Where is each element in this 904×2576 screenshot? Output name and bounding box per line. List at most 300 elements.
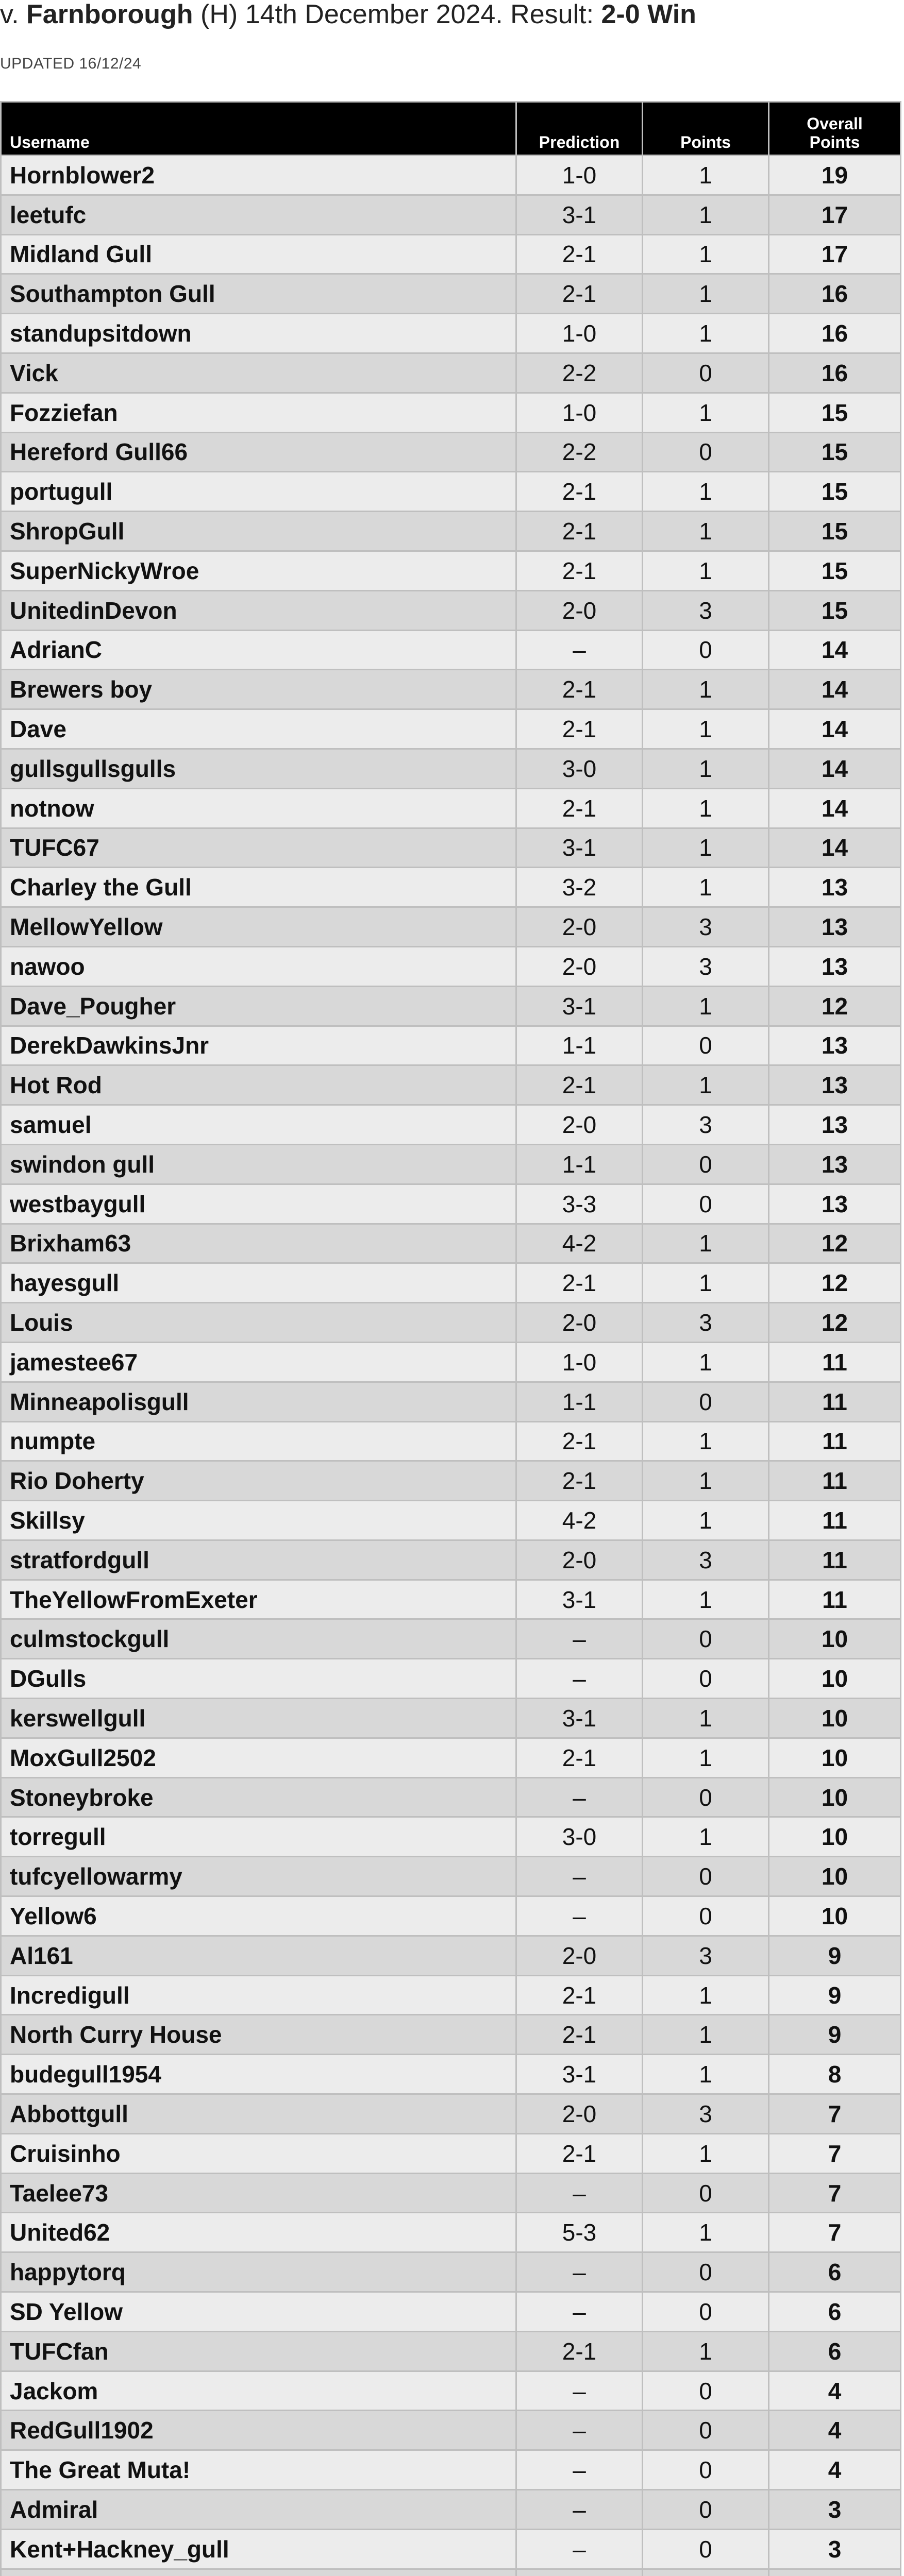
table-row: [1, 2331, 901, 2371]
username-cell: The Great Muta!: [1, 2450, 516, 2490]
username-cell: Fozziefan: [1, 393, 516, 432]
points-cell: 1: [643, 1342, 769, 1382]
table-row: [1, 472, 901, 512]
points-cell: 1: [643, 1738, 769, 1777]
table-row: [1, 512, 901, 551]
overall-points-cell: 15: [769, 393, 901, 432]
overall-points-cell: 3: [769, 2490, 901, 2530]
table-row: [1, 1263, 901, 1303]
prediction-cell: 2-0: [516, 1936, 643, 1975]
username-cell: Incredigull: [1, 1975, 516, 2015]
table-row: [1, 2450, 901, 2490]
prediction-cell: 2-1: [516, 709, 643, 749]
table-row: [1, 2292, 901, 2332]
table-row: [1, 2411, 901, 2450]
points-cell: 1: [643, 512, 769, 551]
overall-points-cell: 16: [769, 353, 901, 393]
points-cell: 1: [643, 195, 769, 234]
table-row: [1, 709, 901, 749]
table-row: [1, 1817, 901, 1857]
points-cell: 0: [643, 2450, 769, 2490]
prediction-cell: 1-1: [516, 1144, 643, 1184]
points-cell: 1: [643, 1421, 769, 1461]
table-row: [1, 1857, 901, 1896]
overall-points-cell: 14: [769, 828, 901, 868]
username-cell: hayesgull: [1, 1263, 516, 1303]
table-row: [1, 353, 901, 393]
points-cell: 3: [643, 1540, 769, 1580]
overall-points-cell: 11: [769, 1342, 901, 1382]
prediction-cell: –: [516, 2450, 643, 2490]
overall-points-cell: 9: [769, 1936, 901, 1975]
overall-points-cell: 13: [769, 946, 901, 986]
overall-points-cell: 12: [769, 1224, 901, 1263]
points-cell: 1: [643, 1501, 769, 1540]
prediction-cell: 2-1: [516, 274, 643, 314]
overall-points-cell: 13: [769, 1144, 901, 1184]
table-row: [1, 1699, 901, 1738]
points-cell: 1: [643, 788, 769, 828]
points-cell: 0: [643, 1777, 769, 1817]
overall-points-cell: 16: [769, 274, 901, 314]
username-cell: MellowYellow: [1, 907, 516, 947]
username-cell: jamestee67: [1, 1342, 516, 1382]
username-cell: MoxGull2502: [1, 1738, 516, 1777]
prediction-cell: 2-1: [516, 670, 643, 709]
overall-points-cell: 9: [769, 1975, 901, 2015]
overall-points-cell: 14: [769, 709, 901, 749]
points-cell: 1: [643, 1065, 769, 1105]
table-row: [1, 1777, 901, 1817]
username-cell: Midland Gull: [1, 234, 516, 274]
points-cell: 1: [643, 670, 769, 709]
table-row: [1, 2055, 901, 2094]
table-row: [1, 1303, 901, 1343]
points-cell: 1: [643, 2055, 769, 2094]
table-row: [1, 314, 901, 353]
prediction-cell: 3-1: [516, 1699, 643, 1738]
points-cell: 1: [643, 749, 769, 788]
prediction-cell: 3-2: [516, 868, 643, 907]
overall-points-cell: 11: [769, 1421, 901, 1461]
table-row: [1, 1936, 901, 1975]
table-row: [1, 1382, 901, 1421]
table-row: [1, 1144, 901, 1184]
table-row: [1, 630, 901, 670]
overall-points-cell: 6: [769, 2331, 901, 2371]
prediction-cell: 2-0: [516, 1540, 643, 1580]
username-cell: Southampton Gull: [1, 274, 516, 314]
overall-points-cell: 14: [769, 670, 901, 709]
overall-points-cell: 3: [769, 2529, 901, 2569]
prediction-cell: 1-1: [516, 1382, 643, 1421]
match-info: (H) 14th December 2024. Result:: [193, 0, 601, 29]
points-cell: 0: [643, 1382, 769, 1421]
overall-points-cell: 10: [769, 1659, 901, 1699]
username-cell: Yellow6: [1, 1896, 516, 1936]
prediction-cell: –: [516, 1896, 643, 1936]
prediction-cell: 2-1: [516, 1421, 643, 1461]
username-cell: westbaygull: [1, 1184, 516, 1224]
prediction-cell: 2-0: [516, 2094, 643, 2134]
header-row: [1, 102, 901, 156]
username-cell: TheYellowFromExeter: [1, 1580, 516, 1619]
prediction-cell: 3-1: [516, 828, 643, 868]
points-cell: 1: [643, 868, 769, 907]
overall-points-cell: 10: [769, 1857, 901, 1896]
username-cell: happytorq: [1, 2252, 516, 2292]
overall-points-cell: 15: [769, 512, 901, 551]
prediction-cell: 2-2: [516, 353, 643, 393]
match-result: 2-0 Win: [601, 0, 696, 29]
prediction-cell: 1-0: [516, 156, 643, 195]
col-header-prediction: Prediction: [516, 102, 643, 156]
overall-points-cell: 9: [769, 2015, 901, 2055]
overall-points-cell: 6: [769, 2292, 901, 2332]
overall-points-cell: 13: [769, 1065, 901, 1105]
prediction-cell: [516, 2569, 643, 2576]
username-cell: tufcyellowarmy: [1, 1857, 516, 1896]
overall-points-cell: 10: [769, 1619, 901, 1659]
prediction-cell: –: [516, 2529, 643, 2569]
username-cell: Louis: [1, 1303, 516, 1343]
username-cell: stratfordgull: [1, 1540, 516, 1580]
table-row: [1, 432, 901, 472]
points-cell: 0: [643, 1619, 769, 1659]
overall-points-cell: 17: [769, 195, 901, 234]
prediction-cell: –: [516, 2173, 643, 2213]
overall-points-cell: 7: [769, 2133, 901, 2173]
table-row: [1, 2133, 901, 2173]
table-row: [1, 1540, 901, 1580]
prediction-cell: 3-1: [516, 195, 643, 234]
username-cell: Brixham63: [1, 1224, 516, 1263]
username-cell: [1, 2569, 516, 2576]
prediction-cell: 2-2: [516, 432, 643, 472]
overall-points-cell: 12: [769, 1303, 901, 1343]
prediction-cell: 1-0: [516, 1342, 643, 1382]
points-cell: 1: [643, 1461, 769, 1501]
overall-points-cell: 14: [769, 749, 901, 788]
predictions-table: [0, 101, 901, 2576]
username-cell: Kent+Hackney_gull: [1, 2529, 516, 2569]
username-cell: Minneapolisgull: [1, 1382, 516, 1421]
username-cell: budegull1954: [1, 2055, 516, 2094]
overall-points-cell: 4: [769, 2411, 901, 2450]
username-cell: Taelee73: [1, 2173, 516, 2213]
prediction-cell: –: [516, 1857, 643, 1896]
table-row: [1, 868, 901, 907]
points-cell: 0: [643, 1026, 769, 1065]
overall-points-cell: 11: [769, 1501, 901, 1540]
points-cell: 1: [643, 986, 769, 1026]
table-row: [1, 1619, 901, 1659]
username-cell: ShropGull: [1, 512, 516, 551]
username-cell: RedGull1902: [1, 2411, 516, 2450]
prediction-cell: 3-3: [516, 1184, 643, 1224]
table-row: [1, 1065, 901, 1105]
overall-points-cell: 13: [769, 1105, 901, 1145]
points-cell: 1: [643, 1580, 769, 1619]
overall-points-cell: 12: [769, 1263, 901, 1303]
username-cell: Hot Rod: [1, 1065, 516, 1105]
username-cell: gullsgullsgulls: [1, 749, 516, 788]
prediction-cell: 2-0: [516, 907, 643, 947]
table-row: [1, 907, 901, 947]
table-row: [1, 2173, 901, 2213]
table-row: [1, 1461, 901, 1501]
username-cell: swindon gull: [1, 1144, 516, 1184]
table-row: [1, 2213, 901, 2252]
username-cell: TUFC67: [1, 828, 516, 868]
points-cell: 1: [643, 472, 769, 512]
points-cell: 0: [643, 2490, 769, 2530]
table-row: [1, 2015, 901, 2055]
username-cell: kerswellgull: [1, 1699, 516, 1738]
table-row: [1, 393, 901, 432]
username-cell: Vick: [1, 353, 516, 393]
points-cell: 1: [643, 1975, 769, 2015]
overall-points-cell: 14: [769, 630, 901, 670]
table-row: [1, 2371, 901, 2411]
table-row: [1, 156, 901, 195]
table-row: [1, 2529, 901, 2569]
username-cell: Hornblower2: [1, 156, 516, 195]
points-cell: 0: [643, 2252, 769, 2292]
prediction-cell: 1-1: [516, 1026, 643, 1065]
col-header-username: Username: [1, 102, 516, 156]
prediction-cell: 2-1: [516, 1975, 643, 2015]
overall-points-cell: 6: [769, 2252, 901, 2292]
table-row: [1, 788, 901, 828]
points-cell: 1: [643, 2133, 769, 2173]
table-row: [1, 1105, 901, 1145]
username-cell: North Curry House: [1, 2015, 516, 2055]
prediction-cell: 2-1: [516, 1738, 643, 1777]
points-cell: 0: [643, 2529, 769, 2569]
prediction-cell: 2-0: [516, 946, 643, 986]
table-row: [1, 986, 901, 1026]
table-header: [1, 102, 901, 156]
overall-points-cell: 10: [769, 1896, 901, 1936]
overall-points-cell: [769, 2569, 901, 2576]
overall-points-cell: 7: [769, 2213, 901, 2252]
col-header-overall-line1: Overall: [807, 114, 863, 133]
username-cell: Skillsy: [1, 1501, 516, 1540]
prediction-cell: 3-1: [516, 1580, 643, 1619]
points-cell: 0: [643, 1659, 769, 1699]
points-cell: 0: [643, 432, 769, 472]
overall-points-cell: 15: [769, 590, 901, 630]
prediction-cell: 2-1: [516, 234, 643, 274]
table-row: [1, 1659, 901, 1699]
username-cell: Rio Doherty: [1, 1461, 516, 1501]
prediction-cell: 2-1: [516, 1263, 643, 1303]
username-cell: Abbottgull: [1, 2094, 516, 2134]
overall-points-cell: 13: [769, 868, 901, 907]
points-cell: 1: [643, 1224, 769, 1263]
points-cell: 0: [643, 1184, 769, 1224]
points-cell: 1: [643, 1263, 769, 1303]
title-prefix: v.: [0, 0, 27, 29]
prediction-cell: –: [516, 2252, 643, 2292]
username-cell: TUFCfan: [1, 2331, 516, 2371]
table-row: [1, 828, 901, 868]
prediction-cell: 2-0: [516, 1105, 643, 1145]
points-cell: 1: [643, 2331, 769, 2371]
points-cell: 0: [643, 1896, 769, 1936]
overall-points-cell: 11: [769, 1461, 901, 1501]
username-cell: torregull: [1, 1817, 516, 1857]
overall-points-cell: 15: [769, 551, 901, 590]
overall-points-cell: 4: [769, 2450, 901, 2490]
prediction-cell: 4-2: [516, 1501, 643, 1540]
points-cell: 0: [643, 1144, 769, 1184]
points-cell: 1: [643, 393, 769, 432]
table-row: [1, 2094, 901, 2134]
username-cell: Dave_Pougher: [1, 986, 516, 1026]
overall-points-cell: 7: [769, 2094, 901, 2134]
col-header-overall-points: [769, 102, 901, 156]
points-cell: 3: [643, 1303, 769, 1343]
prediction-cell: –: [516, 2371, 643, 2411]
table-row: [1, 551, 901, 590]
points-cell: 3: [643, 590, 769, 630]
overall-points-cell: 10: [769, 1738, 901, 1777]
username-cell: portugull: [1, 472, 516, 512]
overall-points-cell: 4: [769, 2371, 901, 2411]
prediction-cell: 2-1: [516, 788, 643, 828]
overall-points-cell: 17: [769, 234, 901, 274]
table-row: [1, 590, 901, 630]
username-cell: Cruisinho: [1, 2133, 516, 2173]
overall-points-cell: 13: [769, 1026, 901, 1065]
username-cell: DGulls: [1, 1659, 516, 1699]
username-cell: samuel: [1, 1105, 516, 1145]
points-cell: 0: [643, 353, 769, 393]
prediction-cell: –: [516, 1659, 643, 1699]
prediction-cell: 3-1: [516, 986, 643, 1026]
overall-points-cell: 15: [769, 432, 901, 472]
prediction-cell: 1-0: [516, 393, 643, 432]
prediction-cell: 2-1: [516, 2015, 643, 2055]
prediction-cell: 2-0: [516, 590, 643, 630]
overall-points-cell: 14: [769, 788, 901, 828]
overall-points-cell: 15: [769, 472, 901, 512]
prediction-cell: 3-0: [516, 1817, 643, 1857]
points-cell: 3: [643, 2094, 769, 2134]
username-cell: Hereford Gull66: [1, 432, 516, 472]
col-header-points: Points: [643, 102, 769, 156]
username-cell: Admiral: [1, 2490, 516, 2530]
points-cell: 0: [643, 2292, 769, 2332]
table-row: [1, 1224, 901, 1263]
points-cell: 1: [643, 234, 769, 274]
prediction-cell: –: [516, 630, 643, 670]
prediction-cell: –: [516, 1777, 643, 1817]
prediction-cell: 2-1: [516, 1461, 643, 1501]
username-cell: Brewers boy: [1, 670, 516, 709]
table-row: [1, 1580, 901, 1619]
points-cell: 1: [643, 2015, 769, 2055]
table-row: [1, 946, 901, 986]
username-cell: nawoo: [1, 946, 516, 986]
prediction-cell: 2-1: [516, 512, 643, 551]
points-cell: 0: [643, 2411, 769, 2450]
points-cell: 1: [643, 314, 769, 353]
table-row: [1, 1026, 901, 1065]
points-cell: 3: [643, 1105, 769, 1145]
username-cell: notnow: [1, 788, 516, 828]
table-row: [1, 1501, 901, 1540]
points-cell: 0: [643, 630, 769, 670]
overall-points-cell: 10: [769, 1699, 901, 1738]
overall-points-cell: 19: [769, 156, 901, 195]
prediction-cell: 4-2: [516, 1224, 643, 1263]
username-cell: AdrianC: [1, 630, 516, 670]
prediction-cell: 3-1: [516, 2055, 643, 2094]
overall-points-cell: 7: [769, 2173, 901, 2213]
table-row: [1, 234, 901, 274]
prediction-cell: 2-1: [516, 2133, 643, 2173]
col-header-overall-line2: Points: [809, 133, 860, 151]
table-row: [1, 1975, 901, 2015]
username-cell: DerekDawkinsJnr: [1, 1026, 516, 1065]
table-row: [1, 1896, 901, 1936]
points-cell: 1: [643, 828, 769, 868]
points-cell: 3: [643, 946, 769, 986]
table-row: [1, 2490, 901, 2530]
username-cell: Dave: [1, 709, 516, 749]
prediction-cell: 2-1: [516, 1065, 643, 1105]
table-row: [1, 2569, 901, 2576]
points-cell: 3: [643, 907, 769, 947]
overall-points-cell: 16: [769, 314, 901, 353]
username-cell: United62: [1, 2213, 516, 2252]
table-row: [1, 670, 901, 709]
prediction-cell: 2-1: [516, 2331, 643, 2371]
points-cell: 0: [643, 2371, 769, 2411]
username-cell: UnitedinDevon: [1, 590, 516, 630]
username-cell: Stoneybroke: [1, 1777, 516, 1817]
opponent-name: Farnborough: [26, 0, 193, 29]
overall-points-cell: 10: [769, 1777, 901, 1817]
points-cell: 1: [643, 156, 769, 195]
prediction-cell: 3-0: [516, 749, 643, 788]
overall-points-cell: 13: [769, 907, 901, 947]
overall-points-cell: 10: [769, 1817, 901, 1857]
points-cell: [643, 2569, 769, 2576]
username-cell: SuperNickyWroe: [1, 551, 516, 590]
username-cell: SD Yellow: [1, 2292, 516, 2332]
overall-points-cell: 11: [769, 1382, 901, 1421]
prediction-cell: 2-0: [516, 1303, 643, 1343]
username-cell: Al161: [1, 1936, 516, 1975]
username-cell: numpte: [1, 1421, 516, 1461]
prediction-cell: –: [516, 2292, 643, 2332]
table-row: [1, 1738, 901, 1777]
username-cell: Jackom: [1, 2371, 516, 2411]
points-cell: 1: [643, 274, 769, 314]
table-row: [1, 1421, 901, 1461]
username-cell: standupsitdown: [1, 314, 516, 353]
updated-date: UPDATED 16/12/24: [0, 55, 142, 72]
prediction-cell: –: [516, 2490, 643, 2530]
points-cell: 1: [643, 1817, 769, 1857]
points-cell: 0: [643, 2173, 769, 2213]
username-cell: culmstockgull: [1, 1619, 516, 1659]
table-body: [1, 156, 901, 2576]
